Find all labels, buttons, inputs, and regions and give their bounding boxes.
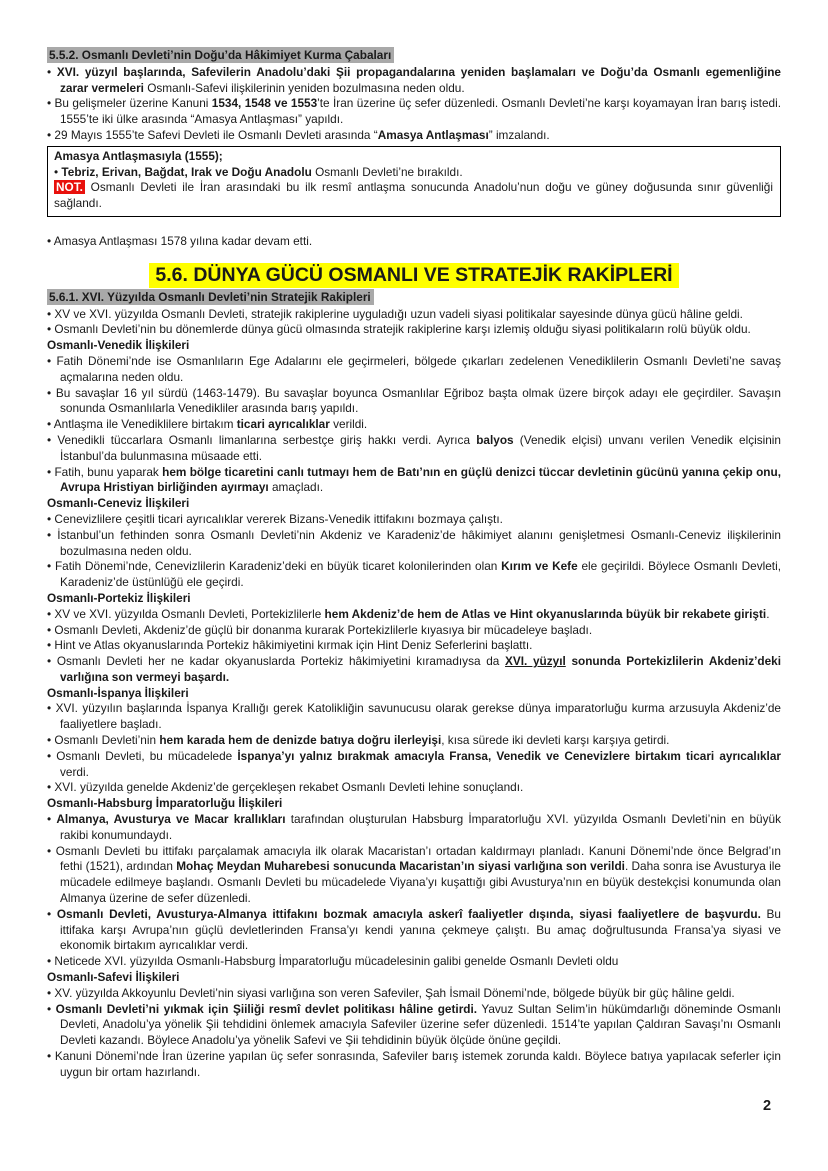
bullet-marker-icon: • bbox=[47, 233, 54, 248]
text-segment: . Daha sonra ise Avusturya ile mücadele edilmeye başlandı. Osmanlı Devleti bu mücadelede Viyana’yı kuşattığı gibi Avusturya’nın en büyük destekçisi konumunda olan Almanya üzerine de sefer düzenledi. bbox=[60, 859, 781, 906]
bullet-item bbox=[47, 1049, 781, 1081]
text-segment: 29 Mayıs 1555’te Safevi Devleti ile Osmanlı Devleti arasında “ bbox=[54, 127, 378, 142]
bullet-item bbox=[47, 354, 781, 386]
text-segment: Osmanlı Devleti’ne bırakıldı. bbox=[311, 164, 463, 179]
text-segment: verildi. bbox=[329, 417, 368, 432]
text-segment: 5.6. DÜNYA GÜCÜ OSMANLI VE STRATEJİK RAKİPLERİ bbox=[149, 263, 678, 288]
text-segment: (Venedik elçisi) unvanı verilen Venedik elçisinin İstanbul’da bulunmasına müsaade etti. bbox=[60, 432, 781, 463]
bullet-marker-icon: • bbox=[47, 954, 55, 969]
bullet-item bbox=[47, 654, 781, 686]
text-segment: Yavuz Sultan Selim’in hükümdarlığı döneminde Osmanlı Devleti, Anadolu’ya yönelik Şii tehdidini önlemek amacıyla Safeviler üzerine sefer düzenledi. 1514’te yapılan Çaldıran Savaşı’nı Osmanlı Devleti kazandı. Böylece Anadolu’ya yönelik Safevi ve Şii tehdidinin büyük ölçüde önüne geçildi. bbox=[60, 1001, 781, 1048]
bullet-marker-icon: • bbox=[47, 353, 57, 368]
note-badge: NOT. bbox=[56, 180, 83, 195]
bullet-marker-icon: • bbox=[47, 733, 55, 748]
text-segment: Neticede XVI. yüzyılda Osmanlı-Habsburg İmparatorluğu mücadelesinin galibi genelde Osmanlı Devleti oldu bbox=[54, 954, 619, 969]
bullet-marker-icon: • bbox=[47, 64, 57, 79]
bullet-marker-icon: • bbox=[47, 464, 55, 479]
text-segment: ticari ayrıcalıklar bbox=[236, 417, 330, 432]
text-segment: , kısa sürede iki devleti karşı karşıya getirdi. bbox=[441, 733, 670, 748]
text-segment: Bu ittifaka karşı Avrupa’nın güçlü devletlerinden Fransa’yı kendi yanına çekmeye çalıştı. Bu amaç doğrultusunda Fransa’ya siyasi ve ekonomik birtakım ayrıcalıklar verdi. bbox=[60, 906, 781, 953]
text-segment: 5.5.2. Osmanlı Devleti’nin Doğu’da Hâkimiyet Kurma Çabaları bbox=[47, 47, 394, 63]
bullet-item bbox=[47, 907, 781, 954]
text-segment: Osmanlı Devleti’nin bu dönemlerde dünya gücü olmasında stratejik rakiplerine karşı izlemiş olduğu siyasi politikaların rolü büyük oldu. bbox=[54, 322, 751, 337]
bullet-marker-icon: • bbox=[47, 701, 56, 716]
bullet-marker-icon: • bbox=[47, 1001, 56, 1016]
bullet-item bbox=[47, 844, 781, 907]
text-segment: Fatih Dönemi’nde, Cenevizlilerin Karadeniz’deki en büyük ticaret kolonilerinden olan bbox=[54, 559, 502, 574]
bullet-item bbox=[47, 733, 781, 749]
text-segment: İspanya’yı yalnız bırakmak amacıyla Fransa, Venedik ve Cenevizlere birtakım ticari ayrıcalıklar bbox=[237, 748, 781, 763]
bullet-marker-icon: • bbox=[47, 780, 55, 795]
text-segment: Amasya Antlaşması bbox=[377, 127, 489, 142]
section-heading bbox=[47, 290, 781, 306]
text-segment: Osmanlı Devleti, Akdeniz’de güçlü bir donanma kurarak Portekizlilerle kıyasıya bir mücadeleye başladı. bbox=[54, 622, 593, 637]
text-segment: hem bölge ticaretini canlı tutmayı hem de Batı’nın en güçlü denizci tüccar devletinin gücünü yanına çekip onu, Avrupa Hristiyan birliğinden ayırmayı bbox=[60, 464, 781, 495]
text-segment: Osmanlı-Safevi ilişkilerinin yeniden bozulmasına neden oldu. bbox=[143, 80, 465, 95]
bullet-item bbox=[47, 701, 781, 733]
bullet-marker-icon: • bbox=[47, 417, 54, 432]
chapter-title bbox=[47, 263, 781, 287]
text-segment: Osmanlı-Venedik İlişkileri bbox=[47, 338, 190, 353]
text-segment: XVI. yüzyıl başlarında, Safevilerin Anadolu’daki Şii propagandalarına yeniden başlamaları ve Doğu’da Osmanlı egemenliğine zarar vermeleri bbox=[56, 64, 781, 95]
topic-heading bbox=[47, 686, 781, 702]
topic-heading bbox=[47, 338, 781, 354]
box-line bbox=[54, 149, 773, 165]
section-heading bbox=[47, 48, 781, 64]
text-segment: Antlaşma ile Venediklilere birtakım bbox=[53, 417, 237, 432]
bullet-marker-icon: • bbox=[47, 511, 55, 526]
box-line bbox=[54, 180, 773, 212]
bullet-item bbox=[47, 638, 781, 654]
bullet-item bbox=[47, 623, 781, 639]
text-segment: Kırım ve Kefe bbox=[501, 559, 578, 574]
bullet-item bbox=[47, 780, 781, 796]
text-segment: XV ve XVI. yüzyılda Osmanlı Devleti, Portekizlilerle bbox=[54, 606, 325, 621]
bullet-item bbox=[47, 234, 781, 250]
text-segment: Osmanlı Devleti bu ittifakı parçalamak amacıyla ilk olarak Macaristan’ı ortadan kaldırmayı planladı. Kanuni Dönemi’nde önce Belgrad’ın fethi (1521), ardından bbox=[55, 843, 781, 874]
bullet-marker-icon: • bbox=[47, 527, 58, 542]
bullet-marker-icon: • bbox=[47, 843, 56, 858]
bullet-marker-icon: • bbox=[47, 812, 57, 827]
info-box bbox=[47, 146, 781, 217]
text-segment: XV. yüzyılda Akkoyunlu Devleti’nin siyasi varlığına son veren Safeviler, Şah İsmail Dönemi’nde, bölgede büyük bir güç hâline geldi. bbox=[54, 985, 735, 1000]
text-segment: Kanuni Dönemi’nde İran üzerine yapılan üç sefer sonrasında, Safeviler barış istemek zorunda kaldı. Böylece batıya yapılacak seferler için uygun bir ortam hazırlandı. bbox=[54, 1049, 781, 1079]
text-segment: Bu savaşlar 16 yıl sürdü (1463-1479). Bu savaşlar boyunca Osmanlılar Eğriboz başta olmak üzere birçok adayı ele geçirdiler. Savaşın sonunda Osmanlılarla Venedikliler arasında barış yapıldı. bbox=[55, 385, 781, 416]
text-segment: Bu gelişmeler üzerine Kanuni bbox=[54, 96, 212, 111]
text-segment: Hint ve Atlas okyanuslarında Portekiz hâkimiyetini kırmak için Hint Deniz Seferlerini başlattı. bbox=[54, 638, 533, 653]
bullet-marker-icon: • bbox=[47, 985, 55, 1000]
bullet-item bbox=[47, 307, 781, 323]
bullet-item bbox=[54, 165, 773, 181]
text-segment: Osmanlı Devleti her ne kadar okyanuslarda Portekiz hâkimiyetini kıramadıysa da bbox=[56, 654, 506, 669]
bullet-marker-icon: • bbox=[47, 385, 56, 400]
bullet-item bbox=[47, 986, 781, 1002]
bullet-marker-icon: • bbox=[47, 606, 55, 621]
text-segment: Osmanlı Devleti’nin bbox=[54, 733, 160, 748]
bullet-item bbox=[47, 96, 781, 128]
text-segment: Fatih Dönemi’nde ise Osmanlıların Ege Adalarını ele geçirmeleri, bölgede çıkarları zedelenen Venediklilerin Osmanlı Devleti’ne savaş açmalarına neden oldu. bbox=[56, 353, 781, 384]
text-segment: Fatih, bunu yaparak bbox=[54, 464, 163, 479]
topic-heading bbox=[47, 591, 781, 607]
bullet-marker-icon: • bbox=[47, 127, 55, 142]
text-segment: ele geçirildi. Böylece Osmanlı Devleti, Karadeniz’de üstünlüğü ele geçirdi. bbox=[60, 559, 781, 590]
bullet-item bbox=[47, 386, 781, 418]
text-segment: Almanya, Avusturya ve Macar krallıkları bbox=[56, 812, 286, 827]
bullet-item bbox=[47, 749, 781, 781]
text-segment: Cenevizlilere çeşitli ticari ayrıcalıklar vererek Bizans-Venedik ittifakını bozmaya çalıştı. bbox=[54, 511, 503, 526]
text-segment: Osmanlı-Safevi İlişkileri bbox=[47, 970, 180, 985]
topic-heading bbox=[47, 496, 781, 512]
text-segment: Amasya Antlaşması 1578 yılına kadar devam etti. bbox=[53, 233, 313, 248]
text-segment: İstanbul’un fethinden sonra Osmanlı Devleti’nin Akdeniz ve Karadeniz’de hâkimiyet alanını genişletmesi Osmanlı-Ceneviz ilişkilerinin bozulmasına neden oldu. bbox=[57, 527, 781, 558]
page-number: 2 bbox=[763, 1098, 772, 1114]
bullet-item bbox=[47, 607, 781, 623]
text-segment: Osmanlı Devleti, bu mücadelede bbox=[56, 748, 238, 763]
text-segment: Amasya Antlaşmasıyla (1555); bbox=[54, 148, 223, 163]
text-segment: sonunda Portekizlilerin Akdeniz’deki varlığına son vermeyi başardı. bbox=[60, 654, 781, 684]
bullet-item bbox=[47, 512, 781, 528]
bullet-marker-icon: • bbox=[54, 164, 62, 179]
bullet-marker-icon: • bbox=[47, 622, 55, 637]
bullet-item bbox=[47, 65, 781, 97]
text-segment: Venedikli tüccarlara Osmanlı limanlarına serbestçe giriş hakkı verdi. Ayrıca bbox=[57, 432, 477, 447]
text-segment: ” imzalandı. bbox=[488, 127, 550, 142]
text-segment: Tebriz, Erivan, Bağdat, Irak ve Doğu Anadolu bbox=[61, 164, 312, 179]
text-segment: balyos bbox=[476, 432, 514, 447]
bullet-marker-icon: • bbox=[47, 1049, 55, 1064]
topic-heading bbox=[47, 970, 781, 986]
bullet-marker-icon: • bbox=[47, 96, 55, 111]
text-segment: 1534, 1548 ve 1553 bbox=[211, 96, 318, 111]
bullet-item bbox=[47, 812, 781, 844]
text-segment: Osmanlı Devleti’ni yıkmak için Şiiliği resmî devlet politikası hâline getirdi. bbox=[55, 1001, 478, 1016]
text-segment: XV ve XVI. yüzyılda Osmanlı Devleti, stratejik rakiplerine uyguladığı uzun vadeli siyasi politikalar sayesinde dünya gücü hâline geldi. bbox=[54, 306, 743, 321]
bullet-marker-icon: • bbox=[47, 322, 55, 337]
bullet-marker-icon: • bbox=[47, 906, 57, 921]
text-segment: Osmanlı-Habsburg İmparatorluğu İlişkileri bbox=[47, 796, 283, 811]
bullet-item bbox=[47, 128, 781, 144]
text-segment: tarafından oluşturulan Habsburg İmparatorluğu XVI. yüzyılda Osmanlı Devleti’nin en büyük rakibi konumundaydı. bbox=[60, 812, 781, 842]
text-segment: 5.6.1. XVI. Yüzyılda Osmanlı Devleti’nin Stratejik Rakipleri bbox=[47, 289, 374, 305]
text-segment: Osmanlı Devleti, Avusturya-Almanya ittifakını bozmak amacıyla askerî faaliyetler dışında, siyasi faaliyetlere de başvurdu. bbox=[56, 906, 761, 921]
bullet-item bbox=[47, 417, 781, 433]
text-segment: hem Akdeniz’de hem de Atlas ve Hint okyanuslarında büyük bir rekabete girişti bbox=[324, 606, 767, 621]
document-content bbox=[47, 48, 781, 1081]
bullet-marker-icon: • bbox=[47, 654, 57, 669]
text-segment: Osmanlı-İspanya İlişkileri bbox=[47, 685, 189, 700]
bullet-marker-icon: • bbox=[47, 638, 55, 653]
text-segment: XVI. yüzyılın başlarında İspanya Krallığı gerek Katolikliğin savunucusu olarak gerekse dünya imparatorluğu kurma arzusuyla Akdeniz’de faaliyetlere başladı. bbox=[55, 701, 781, 732]
bullet-marker-icon: • bbox=[47, 559, 55, 574]
text-segment: Osmanlı Devleti ile İran arasındaki bu ilk resmî antlaşma sonucunda Anadolu’nun doğu ve güney doğusunda sınır güvenliği sağlandı. bbox=[54, 180, 773, 211]
text-segment: XVI. yüzyılda genelde Akdeniz’de gerçekleşen rekabet Osmanlı Devleti lehine sonuçlandı. bbox=[54, 780, 524, 795]
bullet-item bbox=[47, 559, 781, 591]
text-segment: XVI. yüzyıl bbox=[505, 654, 566, 669]
text-segment: hem karada hem de denizde batıya doğru ilerleyişi bbox=[159, 733, 442, 748]
bullet-item bbox=[47, 954, 781, 970]
bullet-item bbox=[47, 528, 781, 560]
bullet-marker-icon: • bbox=[47, 306, 55, 321]
bullet-item bbox=[47, 465, 781, 497]
text-segment: Mohaç Meydan Muharebesi sonucunda Macaristan’ın siyasi varlığına son verildi bbox=[176, 859, 625, 874]
text-segment: . bbox=[766, 606, 770, 621]
bullet-item bbox=[47, 322, 781, 338]
text-segment: amaçladı. bbox=[268, 480, 324, 495]
bullet-item bbox=[47, 433, 781, 465]
topic-heading bbox=[47, 796, 781, 812]
bullet-marker-icon: • bbox=[47, 432, 58, 447]
text-segment: verdi. bbox=[60, 764, 89, 779]
bullet-marker-icon: • bbox=[47, 748, 57, 763]
text-segment: Osmanlı-Portekiz İlişkileri bbox=[47, 590, 191, 605]
text-segment: Osmanlı-Ceneviz İlişkileri bbox=[47, 496, 190, 511]
bullet-item bbox=[47, 1002, 781, 1049]
text-segment: ’te İran üzerine üç sefer düzenledi. Osmanlı Devleti’ne karşı koyamayan İran barış istedi. 1555’te iki ülke arasında “Amasya Antlaşması” yapıldı. bbox=[60, 96, 781, 127]
